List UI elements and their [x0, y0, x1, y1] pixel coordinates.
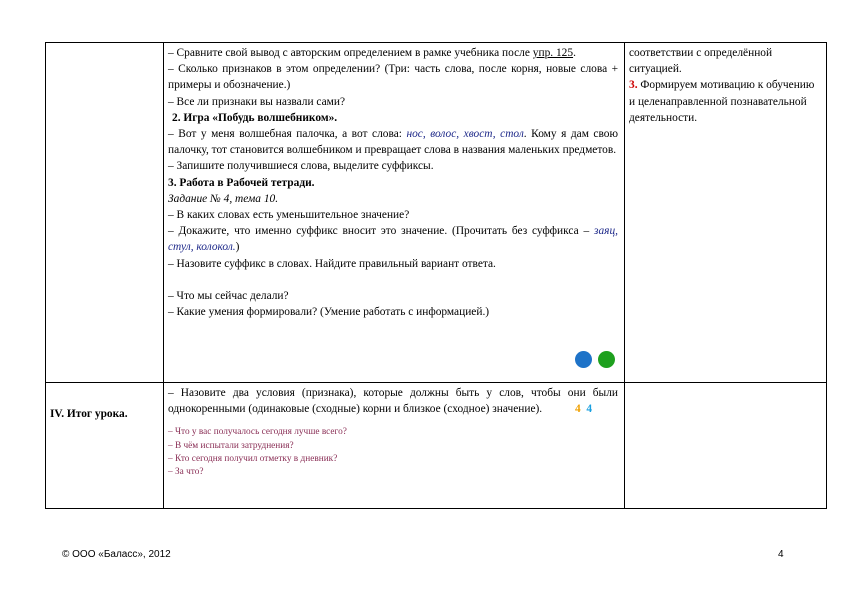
instruction-suffix: – Назовите суффикс в словах. Найдите правильный вариант ответа.: [168, 257, 496, 270]
stage-label: IV. Итог урока.: [50, 408, 128, 420]
question-diminutive: – В каких словах есть уменьшительное значение?: [168, 209, 410, 222]
table-col-divider-1: [163, 42, 164, 509]
section-heading-workbook: 3. Работа в Рабочей тетради.: [168, 176, 315, 189]
score-number-blue: 4: [586, 403, 593, 416]
reflection-question-4: – За что?: [168, 467, 204, 478]
text: Формируем мотивацию к обучению и целенаправленной познавательной деятельности.: [629, 79, 815, 124]
question-count: – Сколько признаков в этом определении? (Три: часть слова, после корня, новые слова + примеры и обозначение.): [168, 63, 618, 92]
outcome-text-1: соответствии с определённой ситуацией.: [629, 47, 773, 76]
row1-activity-cell: [168, 45, 618, 320]
instruction-prove: [168, 223, 618, 255]
question-all-named: – Все ли признаки вы назвали сами?: [168, 95, 346, 108]
text: . Кому я дам свою палочку, тот становится волшебником и превращает слова в названия маленьких предметов.: [168, 128, 618, 157]
text: .: [573, 47, 576, 59]
text: ): [235, 241, 240, 254]
outcome-number: 3.: [629, 79, 638, 92]
question-what-did: – Что мы сейчас делали?: [168, 290, 289, 303]
text: – Сравните свой вывод с авторским определением в рамке учебника после: [168, 47, 530, 59]
blue-circle-marker: [575, 351, 592, 368]
game-instruction: [168, 126, 618, 158]
task-reference: Задание № 4, тема 10.: [168, 192, 279, 205]
example-words-2: заяц, стул, колокол.: [168, 225, 618, 254]
exercise-reference: упр. 125: [532, 47, 574, 59]
footer-copyright: © ООО «Баласс», 2012: [62, 549, 171, 560]
reflection-question-3: – Кто сегодня получил отметку в дневник?: [168, 453, 338, 464]
lesson-table: [45, 42, 827, 509]
question-conditions: [168, 385, 618, 417]
text: – Назовите два условия (признака), которые должны быть у слов, чтобы они были однокоренными (одинаковые (сходные) корни и близкое (сходное) значение).: [168, 387, 618, 416]
score-number-orange: 4: [575, 403, 581, 416]
question-skills: – Какие умения формировали? (Умение работать с информацией.): [168, 306, 490, 319]
outcome-text-2: [629, 77, 821, 126]
row1-outcomes-cell: [629, 45, 821, 126]
row2-activity-cell: [168, 385, 618, 479]
instruction-write: – Запишите получившиеся слова, выделите суффиксы.: [168, 160, 434, 173]
text: – Вот у меня волшебная палочка, а вот слова:: [168, 128, 402, 141]
section-heading-game: 2. Игра «Побудь волшебником».: [172, 111, 338, 124]
green-circle-marker: [598, 351, 615, 368]
instruction-compare: [168, 45, 618, 61]
spacer: [168, 272, 618, 288]
reflection-question-2: – В чём испытали затруднения?: [168, 440, 294, 451]
example-words: нос, волос, хвост, стол: [406, 128, 524, 141]
reflection-question-1: – Что у вас получалось сегодня лучше всего?: [168, 427, 347, 438]
table-col-divider-2: [624, 42, 625, 509]
table-left-border: [45, 42, 46, 509]
page-number: 4: [778, 549, 784, 560]
table-right-border: [826, 42, 827, 509]
text: – Докажите, что именно суффикс вносит это значение. (Прочитать без суффикса –: [168, 225, 590, 238]
